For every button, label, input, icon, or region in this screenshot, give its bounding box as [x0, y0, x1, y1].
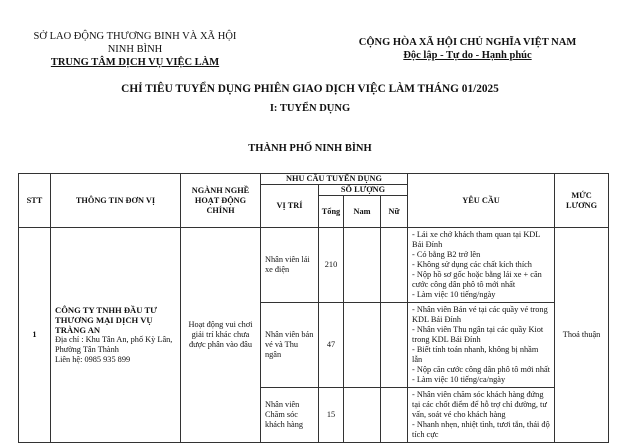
position-female	[381, 303, 408, 388]
position-female	[381, 228, 408, 303]
header-quantity: SỐ LƯỢNG	[319, 185, 408, 196]
salary-cell: Thoả thuận	[555, 228, 609, 443]
national-motto: Độc lập - Tự do - Hạnh phúc	[403, 50, 532, 61]
requirement-line: - Làm việc 10 tiếng/ca/ngày	[412, 375, 506, 384]
requirement-line: - Có bằng B2 trở lên	[412, 250, 481, 259]
company-info	[51, 228, 181, 443]
header-industry: NGÀNH NGHỀ HOẠT ĐỘNG CHÍNH	[181, 174, 261, 228]
industry-cell: Hoạt động vui chơi giải trí khác chưa được phân vào đâu	[181, 228, 261, 443]
position-male	[344, 228, 381, 303]
header-salary: MỨC LƯƠNG	[555, 174, 609, 228]
header-position: VỊ TRÍ	[261, 185, 319, 228]
requirement-line: - Nhanh nhẹn, nhiệt tình, tươi tắn, thái độ tích cực	[412, 420, 550, 439]
recruitment-table	[18, 173, 609, 443]
requirement-line: - Biết tính toán nhanh, không bị nhầm lẫn	[412, 345, 539, 364]
document-title: CHỈ TIÊU TUYỂN DỤNG PHIÊN GIAO DỊCH VIỆC LÀM THÁNG 01/2025	[121, 83, 499, 95]
header-male: Nam	[344, 196, 381, 228]
requirement-line: - Lái xe chở khách tham quan tại KDL Bái Đính	[412, 230, 541, 249]
issuer-organization: TRUNG TÂM DỊCH VỤ VIỆC LÀM	[50, 57, 220, 68]
header-demand: NHU CẦU TUYỂN DỤNG	[261, 174, 408, 185]
requirement-line: - Làm việc 10 tiếng/ngày	[412, 290, 496, 299]
requirement-line: - Không sử dụng các chất kích thích	[412, 260, 532, 269]
company-contact: Liên hệ: 0985 935 899	[55, 355, 131, 364]
header-female: Nữ	[381, 196, 408, 228]
position-requirements	[408, 388, 555, 443]
requirement-line: - Nộp căn cước công dân phô tô mới nhất	[412, 365, 550, 374]
city-heading: THÀNH PHỐ NINH BÌNH	[248, 143, 372, 154]
position-male	[344, 303, 381, 388]
position-total: 47	[319, 303, 344, 388]
header-total: Tổng	[319, 196, 344, 228]
requirement-line: - Nhân viên Bán vé tại các quầy vé trong KDL Bái Đính	[412, 305, 548, 324]
national-heading	[345, 36, 590, 62]
header-stt: STT	[19, 174, 51, 228]
company-address: Địa chỉ : Khu Tân An, phố Kỳ Lân, Phường Tân Thành	[55, 335, 173, 354]
position-male	[344, 388, 381, 443]
row-stt: 1	[19, 228, 51, 443]
position-name: Nhân viên Chăm sóc khách hàng	[261, 388, 319, 443]
position-female	[381, 388, 408, 443]
header-requirements: YÊU CẦU	[408, 174, 555, 228]
country-name: CỘNG HÒA XÃ HỘI CHỦ NGHĨA VIỆT NAM	[358, 37, 577, 48]
issuer-department: SỞ LAO ĐỘNG THƯƠNG BINH VÀ XÃ HỘI	[33, 31, 237, 42]
issuer-province: NINH BÌNH	[107, 44, 163, 55]
requirement-line: - Nhân viên Thu ngân tại các quầy Kiot trong KDL Bái Đính	[412, 325, 544, 344]
position-name: Nhân viên bán vé và Thu ngân	[261, 303, 319, 388]
position-total: 15	[319, 388, 344, 443]
position-requirements	[408, 303, 555, 388]
table-row	[19, 228, 609, 303]
position-total: 210	[319, 228, 344, 303]
requirement-line: - Nộp hồ sơ gốc hoặc bằng lái xe + căn cước công dân phô tô mới nhất	[412, 270, 542, 289]
company-name: CÔNG TY TNHH ĐẦU TƯ THƯƠNG MẠI DỊCH VỤ TRÀNG AN	[55, 305, 158, 335]
requirement-line: - Nhân viên chăm sóc khách hàng đứng tại các chốt điểm để hỗ trợ chỉ đường, tư vấn, soát vé cho khách hàng	[412, 390, 547, 419]
header-unit-info: THÔNG TIN ĐƠN VỊ	[51, 174, 181, 228]
section-heading: I: TUYỂN DỤNG	[269, 103, 351, 114]
issuer-block	[30, 30, 240, 69]
position-name: Nhân viên lái xe điện	[261, 228, 319, 303]
position-requirements	[408, 228, 555, 303]
